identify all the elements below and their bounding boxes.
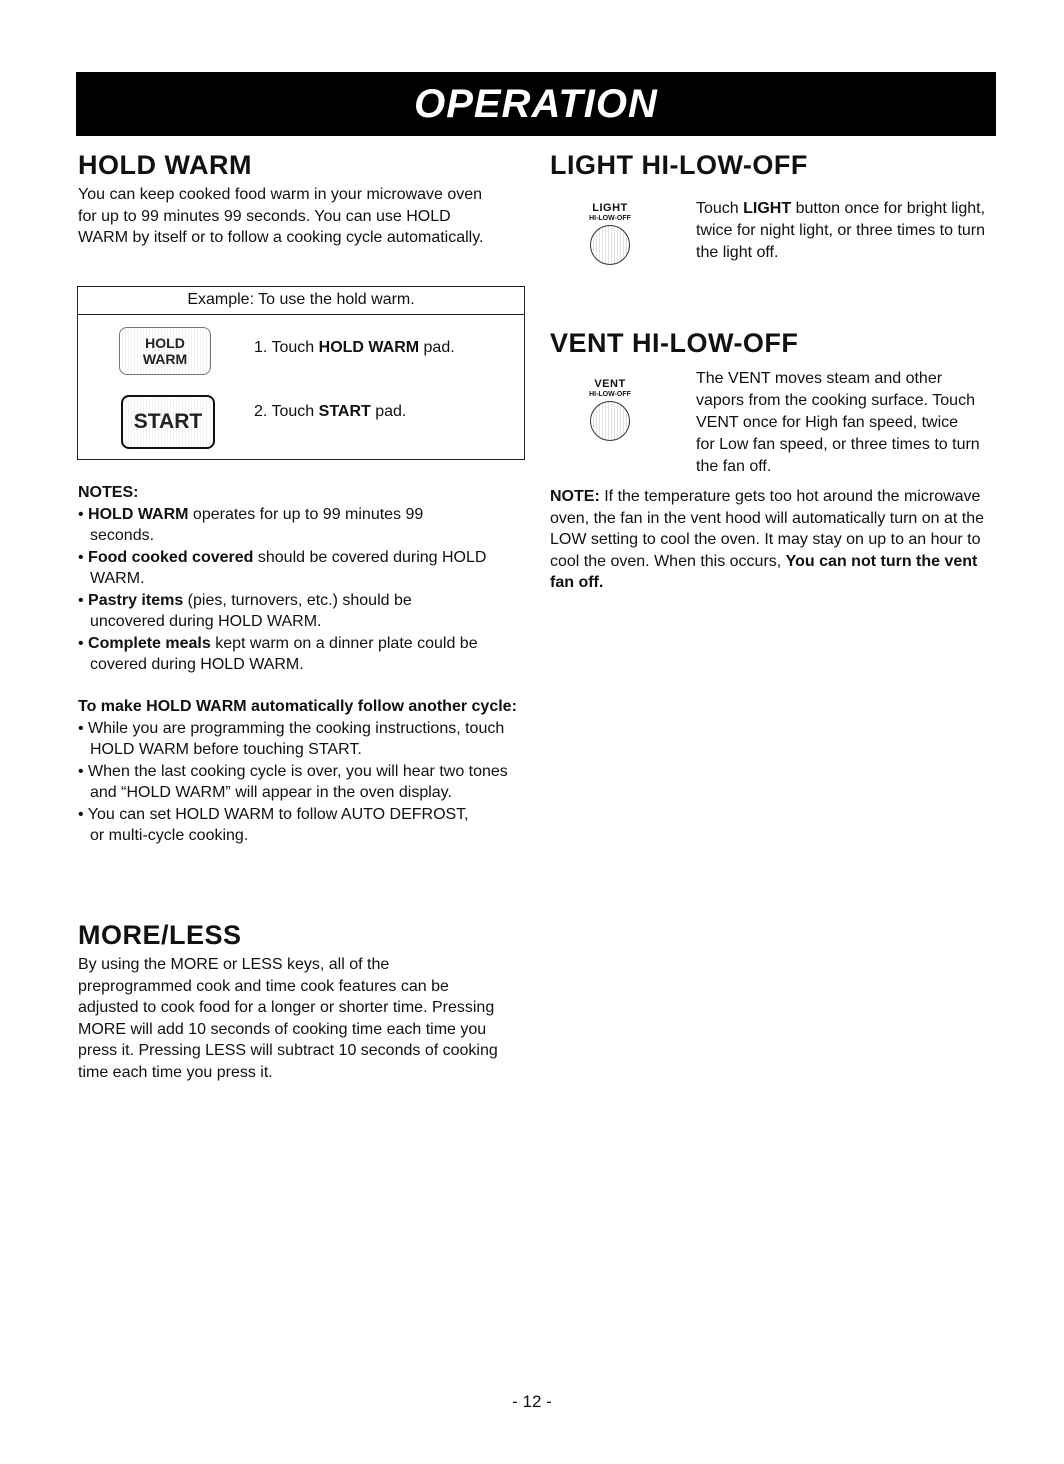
note-bold: Food cooked covered — [88, 548, 254, 566]
hold-pad-line2: WARM — [142, 351, 188, 367]
hold-warm-heading: HOLD WARM — [78, 150, 252, 180]
light-text-bold: LIGHT — [743, 200, 792, 217]
step-1-suffix: pad. — [419, 339, 455, 356]
vent-note-text: If the temperature gets too hot around the microwave oven, the fan in the vent hood will automatically turn on at the LOW setting to cool the oven. It may stay on up to an hour to cool the oven. When this occurs, — [550, 488, 985, 570]
step-2 — [254, 403, 406, 421]
light-button-icon — [582, 202, 638, 265]
auto-follow-item: • You can set HOLD WARM to follow AUTO DEFROST, or multi-cycle cooking. — [78, 804, 470, 847]
more-less-section — [78, 918, 528, 1083]
hold-warm-intro: You can keep cooked food warm in your microwave oven for up to 99 minutes 99 seconds. You can use HOLD WARM by itself or to follow a cooking cycle automatically. — [78, 186, 484, 246]
hold-pad-line1: HOLD — [145, 335, 185, 351]
hold-warm-section — [78, 148, 528, 249]
auto-follow-item: • While you are programming the cooking instructions, touch HOLD WARM before touching START. — [78, 718, 530, 761]
step-2-suffix: pad. — [370, 403, 407, 420]
note-text: operates for up to 99 minutes 99 seconds. — [90, 505, 424, 544]
step-1-prefix: 1. Touch — [254, 339, 319, 356]
vent-note-label: NOTE: — [550, 488, 600, 505]
step-2-prefix: 2. Touch — [254, 403, 319, 420]
vent-description: The VENT moves steam and other vapors from the cooking surface. Touch VENT once for High fan speed, twice for Low fan speed, or three times to turn the fan off. — [696, 370, 980, 475]
step-2-bold: START — [318, 403, 371, 420]
vent-icon-sublabel: HI-LOW-OFF — [589, 391, 631, 398]
note-text: should be covered during HOLD WARM. — [90, 548, 487, 587]
light-button-circle-icon — [590, 225, 630, 265]
banner-title: OPERATION — [414, 81, 658, 126]
note-text: (pies, turnovers, etc.) should be uncovered during HOLD WARM. — [90, 591, 412, 630]
more-less-heading: MORE/LESS — [78, 920, 242, 950]
vent-icon-label: VENT — [594, 378, 626, 390]
step-1 — [254, 339, 455, 357]
example-caption: Example: To use the hold warm. — [78, 287, 524, 315]
note-item — [78, 633, 520, 676]
light-text-prefix: Touch — [696, 200, 744, 217]
note-bold: Complete meals — [88, 634, 211, 652]
start-pad-label: START — [133, 410, 203, 433]
light-section — [550, 148, 990, 182]
note-item — [78, 504, 490, 547]
note-item — [78, 590, 490, 633]
vent-button-circle-icon — [590, 401, 630, 441]
note-bold: HOLD WARM — [88, 505, 189, 523]
auto-follow-heading: To make HOLD WARM automatically follow another cycle: — [78, 698, 517, 715]
notes-label: NOTES: — [78, 484, 139, 501]
light-icon-sublabel: HI-LOW-OFF — [589, 215, 631, 222]
vent-button-icon — [582, 378, 638, 441]
note-item — [78, 547, 510, 590]
notes-block — [78, 482, 528, 676]
light-description — [696, 198, 996, 264]
start-pad — [121, 395, 215, 449]
auto-follow-block — [78, 696, 528, 847]
light-text-suffix: button once for bright light, twice for night light, or three times to turn the light off. — [696, 200, 986, 261]
hold-warm-pad — [119, 327, 211, 375]
auto-follow-item: • When the last cooking cycle is over, you will hear two tones and “HOLD WARM” will appear in the oven display. — [78, 761, 530, 804]
page-number: - 12 - — [512, 1392, 552, 1411]
step-1-bold: HOLD WARM — [318, 339, 420, 356]
light-icon-label: LIGHT — [592, 202, 628, 214]
section-banner — [76, 72, 996, 136]
vent-heading: VENT HI-LOW-OFF — [550, 328, 799, 358]
light-heading: LIGHT HI-LOW-OFF — [550, 150, 808, 180]
note-bold: Pastry items — [88, 591, 184, 609]
note-text: kept warm on a dinner plate could be covered during HOLD WARM. — [90, 634, 478, 673]
vent-note — [550, 486, 996, 594]
vent-note-bold: You can not turn the vent fan off. — [550, 552, 978, 591]
more-less-body: By using the MORE or LESS keys, all of the preprogrammed cook and time cook features can be adjusted to cook food for a longer or shorter time. Pressing MORE will add 10 seconds of cooking time each time you press it. Pressing LESS will subtract 10 seconds of cooking time each time you press it. — [78, 956, 498, 1081]
example-box — [77, 286, 525, 460]
